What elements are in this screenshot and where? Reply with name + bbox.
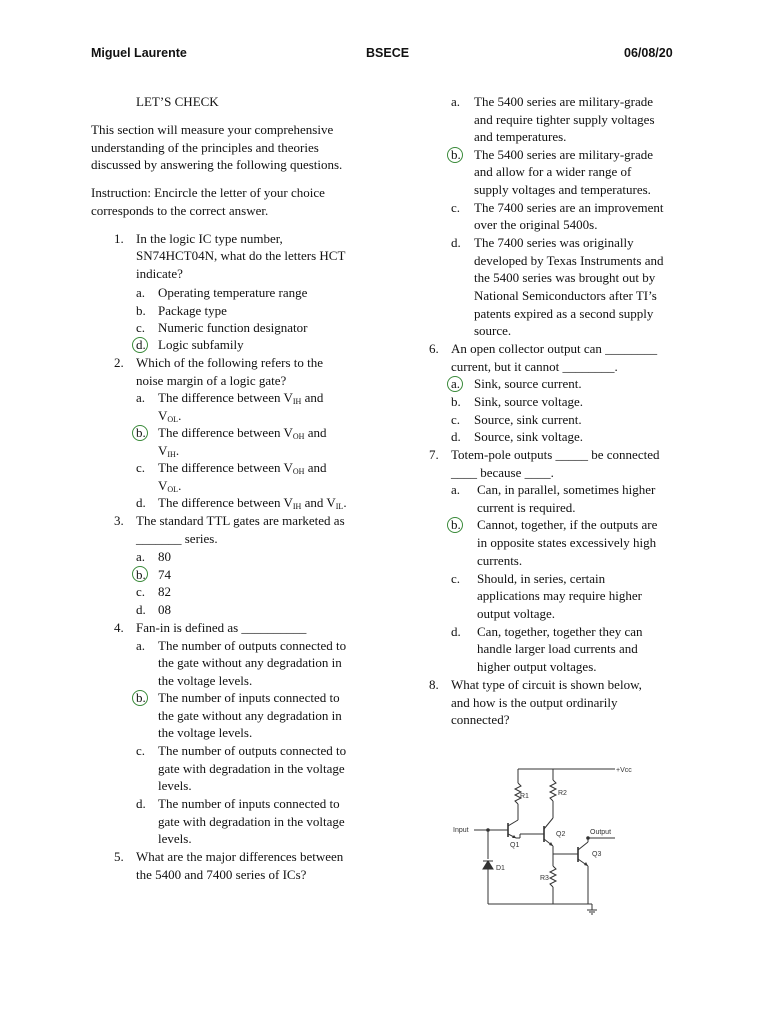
q3-letter-c: c. xyxy=(136,584,146,599)
d1-label: D1 xyxy=(496,865,505,872)
q5-letter-c: c. xyxy=(451,200,461,215)
q7-option-d: higher output voltages. xyxy=(477,659,597,674)
q7-letter-b: b. xyxy=(451,517,461,532)
q7-option-a: current is required. xyxy=(477,500,576,515)
q7-option-a: Can, in parallel, sometimes higher xyxy=(477,482,656,497)
q5-option-d: patents expired as a second supply xyxy=(474,306,654,321)
q4-option-d: The number of inputs connected to xyxy=(158,796,340,811)
q5-option-b: The 5400 series are military-grade xyxy=(474,147,654,162)
intro-line: discussed by answering the following questions. xyxy=(91,157,343,172)
q2-option-c-cont: $V_{OL}$. xyxy=(158,478,182,494)
q2-number: 2. xyxy=(114,355,124,370)
intro-line: This section will measure your comprehensive xyxy=(91,122,334,137)
q3-text: _______ series. xyxy=(136,531,218,546)
q4-text: Fan-in is defined as __________ xyxy=(136,620,307,635)
q2-letter-c: c. xyxy=(136,460,146,475)
section-title: LET’S CHECK xyxy=(136,94,219,109)
q4-option-d: levels. xyxy=(158,831,192,846)
q4-letter-b: b. xyxy=(136,690,146,705)
q6-option-d: Source, sink voltage. xyxy=(474,429,584,444)
q1-text: indicate? xyxy=(136,266,183,281)
q7-text: ____ because ____. xyxy=(451,465,554,480)
q3-letter-d: d. xyxy=(136,602,146,617)
q2-label: Q2 xyxy=(556,831,566,838)
q5-option-c: over the original 5400s. xyxy=(474,217,598,232)
q8-number: 8. xyxy=(429,677,439,692)
q7-option-c: applications may require higher xyxy=(477,588,642,603)
input-label: Input xyxy=(453,827,469,834)
q2-option-d: The difference between $V_{IH}$ and $V_{IL}$. xyxy=(158,495,347,511)
instruction-line: Instruction: Encircle the letter of your choice xyxy=(91,185,325,200)
q1-text: In the logic IC type number, xyxy=(136,231,283,246)
q7-text: Totem-pole outputs _____ be connected xyxy=(451,447,660,462)
totem-pole-circuit-diagram xyxy=(450,758,650,918)
intro-line: understanding of the principles and theories xyxy=(91,140,319,155)
q7-option-b: Cannot, together, if the outputs are xyxy=(477,517,658,532)
q1-letter-b: b. xyxy=(136,303,146,318)
q6-option-c: Source, sink current. xyxy=(474,412,582,427)
q5-option-a: The 5400 series are military-grade xyxy=(474,94,654,109)
r2-label: R2 xyxy=(558,790,567,797)
q1-number: 1. xyxy=(114,231,124,246)
q4-option-b: The number of inputs connected to xyxy=(158,690,340,705)
q4-option-a: the gate without any degradation in xyxy=(158,655,342,670)
q5-option-a: and require tighter supply voltages xyxy=(474,112,655,127)
q7-letter-d: d. xyxy=(451,624,461,639)
q3-option-c: 82 xyxy=(158,584,171,599)
q2-option-b-cont: $V_{IH}$. xyxy=(158,443,180,459)
q6-option-b: Sink, source voltage. xyxy=(474,394,584,409)
q2-text: Which of the following refers to the xyxy=(136,355,323,370)
q8-text: connected? xyxy=(451,712,510,727)
q4-option-c: gate with degradation in the voltage xyxy=(158,761,345,776)
q3-label: Q3 xyxy=(592,851,602,858)
q5-option-d: developed by Texas Instruments and xyxy=(474,253,664,268)
q6-letter-b: b. xyxy=(451,394,461,409)
date: 06/08/20 xyxy=(624,46,673,60)
q7-letter-a: a. xyxy=(451,482,461,497)
instruction-line: corresponds to the correct answer. xyxy=(91,203,269,218)
q7-option-c: Should, in series, certain xyxy=(477,571,606,586)
q5-letter-d: d. xyxy=(451,235,461,250)
q5-letter-a: a. xyxy=(451,94,461,109)
q3-option-d: 08 xyxy=(158,602,171,617)
q6-text: current, but it cannot ________. xyxy=(451,359,618,374)
q3-option-a: 80 xyxy=(158,549,171,564)
q6-option-a: Sink, source current. xyxy=(474,376,582,391)
q1-text: SN74HCT04N, what do the letters HCT xyxy=(136,248,346,263)
output-label: Output xyxy=(590,829,612,836)
q1-label: Q1 xyxy=(510,842,520,849)
r1-label: R1 xyxy=(520,793,529,800)
course: BSECE xyxy=(366,46,410,60)
student-name: Miguel Laurente xyxy=(91,46,187,60)
d1-diode xyxy=(483,861,493,869)
q3-letter-b: b. xyxy=(136,567,146,582)
q5-option-b: and allow for a wider range of xyxy=(474,164,632,179)
q4-number: 4. xyxy=(114,620,124,635)
q5-option-c: The 7400 series are an improvement xyxy=(474,200,664,215)
q4-option-b: the voltage levels. xyxy=(158,725,253,740)
q4-option-d: gate with degradation in the voltage xyxy=(158,814,345,829)
q7-option-c: output voltage. xyxy=(477,606,555,621)
r3-label: R3 xyxy=(540,875,549,882)
q7-letter-c: c. xyxy=(451,571,461,586)
q8-text: and how is the output ordinarily xyxy=(451,695,618,710)
q8-text: What type of circuit is shown below, xyxy=(451,677,642,692)
q2-option-a-cont: $V_{OL}$. xyxy=(158,408,182,424)
q4-letter-a: a. xyxy=(136,638,146,653)
q7-option-d: Can, together, together they can xyxy=(477,624,643,639)
q5-option-d: The 7400 series was originally xyxy=(474,235,634,250)
q2-option-a: The difference between $V_{IH}$ and xyxy=(158,390,324,406)
q6-number: 6. xyxy=(429,341,439,356)
q2-option-b: The difference between $V_{OH}$ and xyxy=(158,425,327,441)
q6-letter-a: a. xyxy=(451,376,461,391)
q2-letter-b: b. xyxy=(136,425,146,440)
q3-letter-a: a. xyxy=(136,549,146,564)
q5-text: What are the major differences between xyxy=(136,849,344,864)
q2-text: noise margin of a logic gate? xyxy=(136,373,287,388)
q5-option-d: source. xyxy=(474,323,512,338)
q5-option-d: National Semiconductors after TI’s xyxy=(474,288,657,303)
q4-option-c: levels. xyxy=(158,778,192,793)
q2-option-c: The difference between $V_{OH}$ and xyxy=(158,460,327,476)
q3-option-b: 74 xyxy=(158,567,171,582)
q1-letter-a: a. xyxy=(136,285,146,300)
q7-number: 7. xyxy=(429,447,439,462)
q1-option-b: Package type xyxy=(158,303,227,318)
q7-option-d: handle larger load currents and xyxy=(477,641,638,656)
q1-letter-c: c. xyxy=(136,320,146,335)
q5-option-b: supply voltages and temperatures. xyxy=(474,182,651,197)
q5-option-d: the 5400 series was brought out by xyxy=(474,270,656,285)
vcc-label: +Vcc xyxy=(616,767,632,774)
q6-letter-c: c. xyxy=(451,412,461,427)
q4-option-b: the gate without any degradation in xyxy=(158,708,342,723)
r2-resistor xyxy=(550,780,556,801)
q3-number: 3. xyxy=(114,513,124,528)
q7-option-b: in opposite states excessively high xyxy=(477,535,657,550)
q5-text: the 5400 and 7400 series of ICs? xyxy=(136,867,307,882)
q4-option-c: The number of outputs connected to xyxy=(158,743,347,758)
q4-option-a: the voltage levels. xyxy=(158,673,253,688)
q2-letter-a: a. xyxy=(136,390,146,405)
q7-option-b: currents. xyxy=(477,553,523,568)
q4-letter-d: d. xyxy=(136,796,146,811)
q3-text: The standard TTL gates are marketed as xyxy=(136,513,345,528)
q4-letter-c: c. xyxy=(136,743,146,758)
q6-text: An open collector output can ________ xyxy=(451,341,658,356)
q5-letter-b: b. xyxy=(451,147,461,162)
q1-option-a: Operating temperature range xyxy=(158,285,308,300)
q1-option-c: Numeric function designator xyxy=(158,320,308,335)
q2-letter-d: d. xyxy=(136,495,146,510)
q5-number: 5. xyxy=(114,849,124,864)
q1-option-d: Logic subfamily xyxy=(158,337,244,352)
q4-option-a: The number of outputs connected to xyxy=(158,638,347,653)
q5-option-a: and temperatures. xyxy=(474,129,567,144)
q1-letter-d: d. xyxy=(136,337,146,352)
q6-letter-d: d. xyxy=(451,429,461,444)
r3-resistor xyxy=(550,866,556,887)
